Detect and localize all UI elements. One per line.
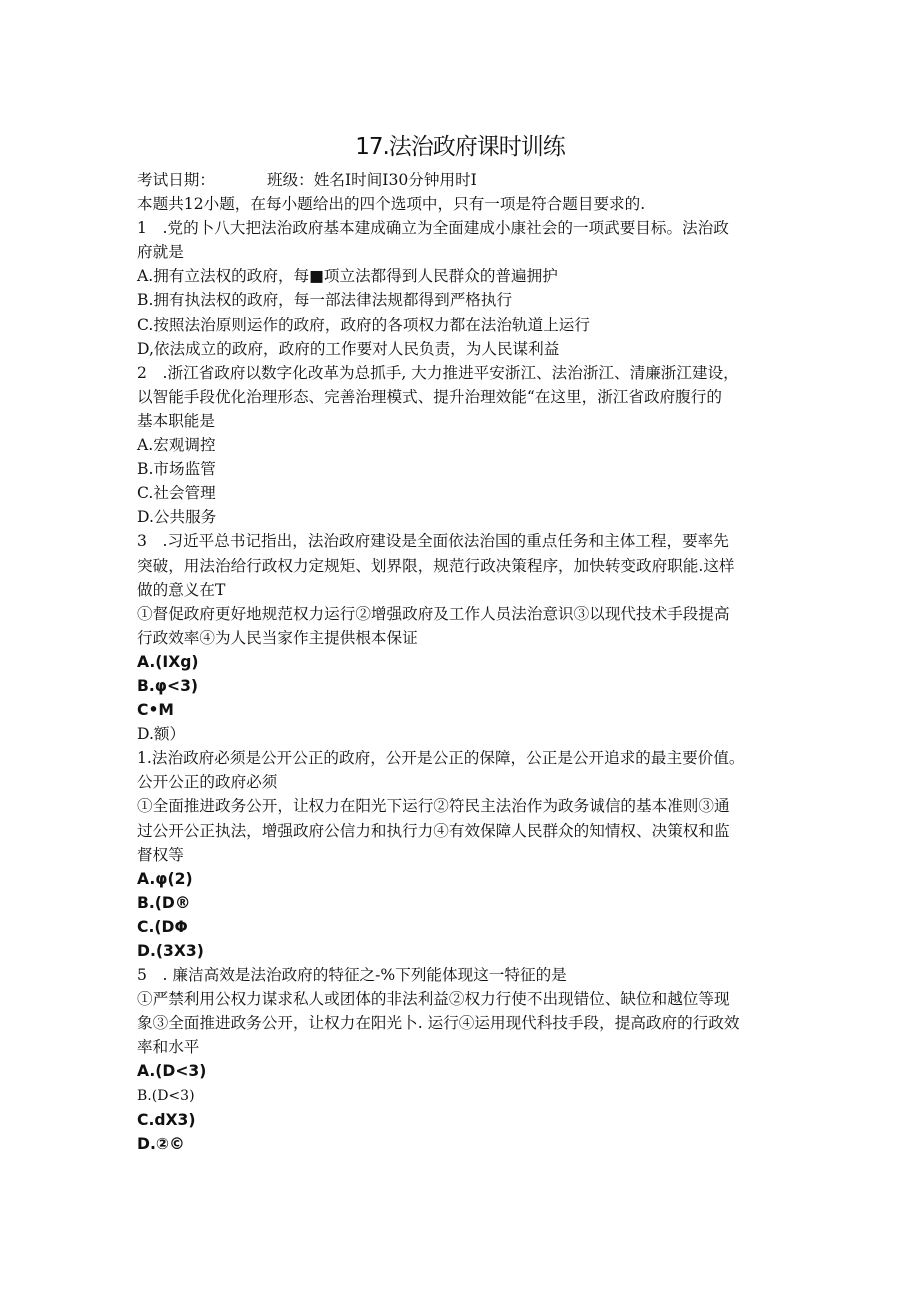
q5-option-c: C.dX3) bbox=[137, 1110, 196, 1129]
instruction-text: 本题共12小题，在每小题给出的四个选项中，只有一项是符合题目要求的. bbox=[137, 195, 646, 214]
q5-items: ①严禁利用公权力谋求私人或团体的非法利益②权力行使不出现错位、缺位和越位等现 bbox=[137, 990, 730, 1009]
q5-option-b: B.(D<3) bbox=[137, 1087, 195, 1104]
exam-date-label: 考试日期： bbox=[137, 171, 215, 189]
q3-items: ①督促政府更好地规范权力运行②增强政府及工作人员法治意识③以现代技术手段提高 bbox=[137, 604, 730, 623]
q2-option-c: C.社会管理 bbox=[137, 484, 216, 503]
document-title: 17.法治政府课时训练 bbox=[355, 134, 565, 160]
q1-option-a: A.拥有立法权的政府，每■项立法都得到人民群众的普遍拥护 bbox=[137, 267, 558, 286]
q4-stem: 1.法治政府必须是公开公正的政府，公开是公正的保障，公正是公开追求的最主要价值。 bbox=[137, 749, 745, 768]
q4-items: ①全面推进政务公开，让权力在阳光下运行②符民主法治作为政务诚信的基本准则③通 bbox=[137, 797, 730, 816]
q4-option-a: A.φ(2) bbox=[137, 869, 193, 888]
q3-option-c: C•M bbox=[137, 701, 174, 720]
q1-option-b: B.拥有执法权的政府，每一部法律法规都得到严格执行 bbox=[137, 291, 513, 310]
q3-stem: 3 .习近平总书记指出，法治政府建设是全面依法治国的重点任务和主体工程，要率先 bbox=[137, 532, 729, 551]
q2-option-b: B.市场监管 bbox=[137, 460, 216, 479]
q4-option-b: B.(D® bbox=[137, 893, 191, 912]
document-body bbox=[137, 168, 797, 1156]
q5-items-cont-2: 率和水平 bbox=[137, 1038, 200, 1057]
q4-items-cont: 过公开公正执法，增强政府公信力和执行力④有效保障人民群众的知情权、决策权和监 bbox=[137, 821, 730, 840]
q5-option-d: D.②© bbox=[137, 1134, 185, 1153]
q2-stem-cont-2: 基本职能是 bbox=[137, 411, 215, 430]
exam-info-fields: 班级：姓名I时间I30分钟用时I bbox=[266, 171, 477, 189]
q5-stem: 5 . 廉洁高效是法治政府的特征之-%下列能体现这一特征的是 bbox=[137, 966, 567, 985]
q2-option-d: D.公共服务 bbox=[137, 508, 217, 527]
q2-stem-cont: 以智能手段优化治理形态、完善治理模式、提升治理效能“在这里，浙江省政府腹行的 bbox=[137, 387, 722, 406]
q4-stem-cont: 公开公正的政府必须 bbox=[137, 773, 278, 792]
q3-option-a: A.(IXg) bbox=[137, 652, 199, 671]
q1-option-c: C.按照法治原则运作的政府，政府的各项权力都在法治轨道上运行 bbox=[137, 315, 590, 334]
q4-items-cont-2: 督权等 bbox=[137, 845, 184, 864]
q1-stem: 1 .党的卜八大把法治政府基本建成确立为全面建成小康社会的一项武要目标。法治政 bbox=[137, 219, 729, 238]
q2-option-a: A.宏观调控 bbox=[137, 436, 216, 455]
q3-option-b: B.φ<3) bbox=[137, 676, 199, 695]
exam-info-line bbox=[137, 168, 797, 192]
q5-items-cont: 象③全面推进政务公开，让权力在阳光卜. 运行④运用现代科技手段，提高政府的行政效 bbox=[137, 1014, 740, 1033]
q4-option-d: D.(3X3) bbox=[137, 942, 204, 960]
q3-stem-cont-2: 做的意义在T bbox=[137, 580, 226, 599]
q4-option-c: C.(DΦ bbox=[137, 917, 188, 936]
q2-stem: 2 .浙江省政府以数字化改革为总抓手, 大力推进平安浙江、法治浙江、清廉浙江建设， bbox=[137, 363, 739, 382]
q3-stem-cont: 突破，用法治给行政权力定规矩、划界限，规范行政决策程序，加快转变政府职能.这样 bbox=[137, 556, 735, 575]
q1-option-d: D,依法成立的政府，政府的工作要对人民负责，为人民谋利益 bbox=[137, 339, 560, 358]
q3-option-d: D.额） bbox=[137, 725, 186, 744]
q3-items-cont: 行政效率④为人民当家作主提供根本保证 bbox=[137, 628, 418, 647]
q5-option-a: A.(D<3) bbox=[137, 1062, 207, 1081]
q1-stem-cont: 府就是 bbox=[137, 243, 184, 262]
